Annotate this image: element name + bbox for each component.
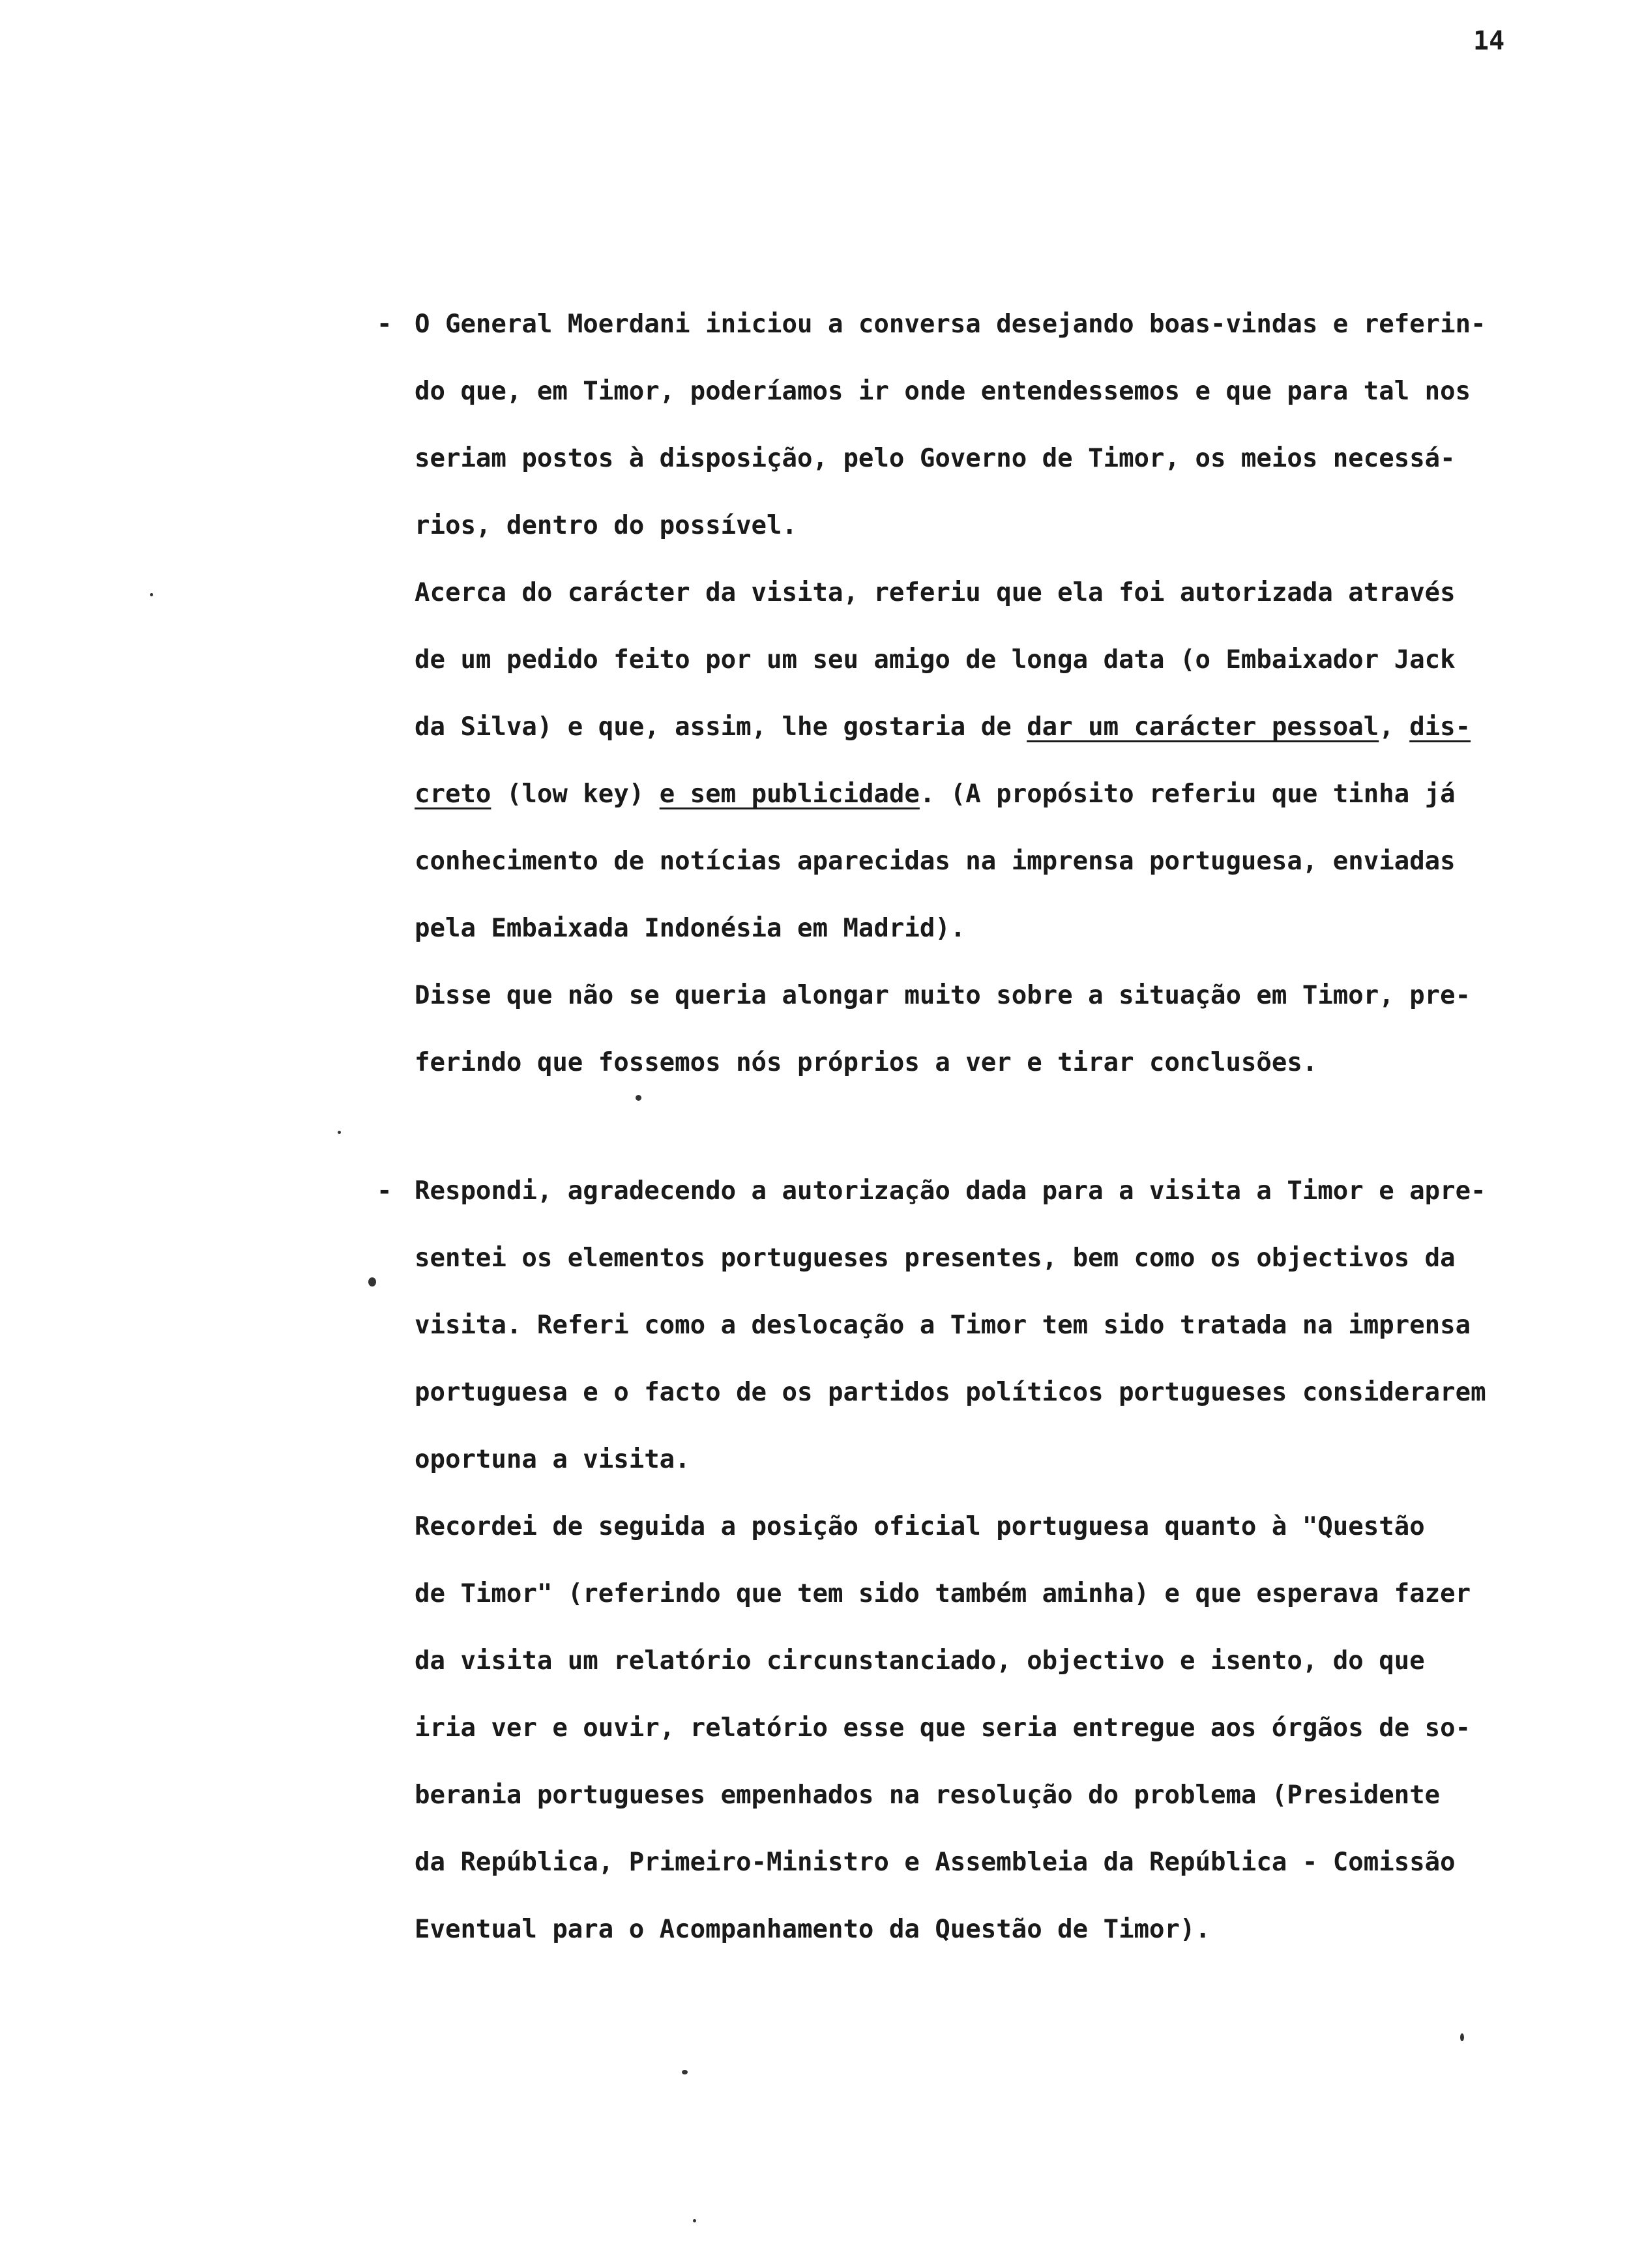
text-line: pela Embaixada Indonésia em Madrid). [415,914,966,943]
scan-speck [693,2219,696,2222]
text-line: visita. Referi como a deslocação a Timor tem sido tratada na imprensa [415,1311,1471,1340]
text-segment: , [1379,712,1410,742]
paragraph-general-moerdani [377,291,1575,1096]
scan-speck [1460,2033,1464,2041]
text-line: de Timor" (referindo que tem sido também aminha) e que esperava fazer [415,1579,1471,1608]
text-line: oportuna a visita. [415,1445,690,1474]
text-line: Recordei de seguida a posição oficial portuguesa quanto à "Questão [415,1512,1425,1541]
underlined-phrase: dis- [1409,712,1471,742]
underlined-phrase: creto [415,779,491,809]
scan-speck [338,1131,341,1134]
text-line: sentei os elementos portugueses presentes, bem como os objectivos da [415,1243,1456,1273]
text-line: seriam postos à disposição, pelo Governo de Timor, os meios necessá- [415,444,1456,473]
text-segment: . (A propósito referiu que tinha já [919,779,1456,809]
text-line [415,693,1575,761]
scan-speck [636,1095,641,1101]
text-line: do que, em Timor, poderíamos ir onde entendessemos e que para tal nos [415,377,1471,406]
text-line: da República, Primeiro-Ministro e Assembleia da República - Comissão [415,1848,1456,1877]
text-segment: (low key) [491,779,660,809]
text-line [415,761,1575,828]
scan-speck [682,2070,688,2074]
text-line: Respondi, agradecendo a autorização dada para a visita a Timor e apre- [415,1176,1486,1206]
scan-speck [150,593,153,596]
text-line: ferindo que fossemos nós próprios a ver e tirar conclusões. [415,1048,1318,1077]
text-line: portuguesa e o facto de os partidos políticos portugueses considerarem [415,1378,1486,1407]
text-line: da visita um relatório circunstanciado, objectivo e isento, do que [415,1646,1425,1676]
text-line: berania portugueses empenhados na resolução do problema (Presidente [415,1781,1441,1810]
text-line: de um pedido feito por um seu amigo de longa data (o Embaixador Jack [415,645,1456,675]
page-number: 14 [1473,26,1505,56]
underlined-phrase: dar um carácter pessoal [1027,712,1379,742]
bullet-dash: - [377,310,392,339]
scan-speck [368,1277,376,1287]
paragraph-respondi [377,1157,1575,1963]
text-line: iria ver e ouvir, relatório esse que seria entregue aos órgãos de so- [415,1713,1471,1743]
text-line: Disse que não se queria alongar muito sobre a situação em Timor, pre- [415,981,1471,1010]
text-line: Acerca do carácter da visita, referiu que ela foi autorizada através [415,578,1456,607]
text-line: Eventual para o Acompanhamento da Questão de Timor). [415,1915,1210,1944]
text-line: conhecimento de notícias aparecidas na imprensa portuguesa, enviadas [415,847,1456,876]
text-line: O General Moerdani iniciou a conversa desejando boas-vindas e referin- [415,310,1486,339]
text-line: rios, dentro do possível. [415,511,797,540]
text-segment: da Silva) e que, assim, lhe gostaria de [415,712,1027,742]
bullet-dash: - [377,1176,392,1206]
underlined-phrase: e sem publicidade [659,779,920,809]
